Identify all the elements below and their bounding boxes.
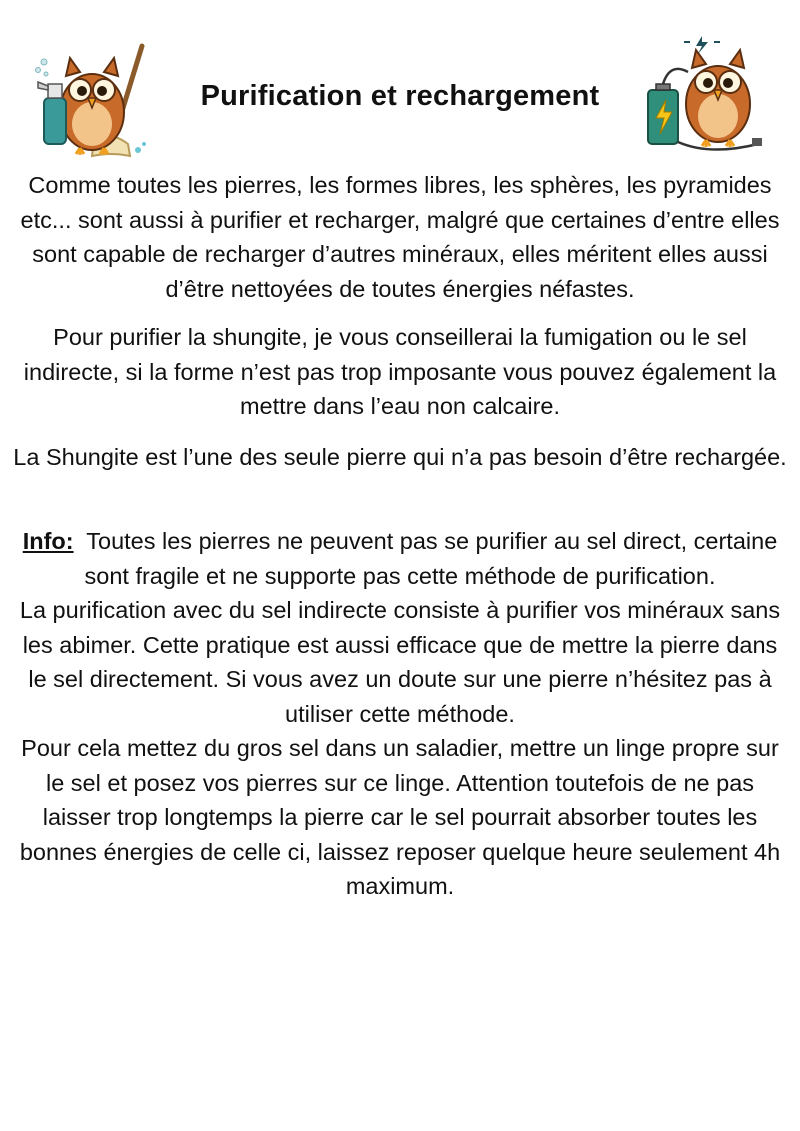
page-title: Purification et rechargement bbox=[200, 80, 600, 112]
paragraph-indirect-salt: La purification avec du sel indirecte consiste à purifier vos minéraux sans les abimer. Cette pratique est aussi efficace que de mettre la pierre dans le sel directement. Si vous avez un doute sur une pierre n’hésitez pas à utiliser cette méthode. bbox=[19, 597, 781, 727]
page-header bbox=[0, 40, 800, 160]
info-label: Info: bbox=[22, 528, 74, 554]
paragraph-intro: Comme toutes les pierres, les formes libres, les sphères, les pyramides etc... sont aussi à purifier et recharger, malgré que certaines d’entre elles sont capable de recharger d’autres minéraux, elles méritent elles aussi d’être nettoyées de toutes énergies néfastes. bbox=[20, 172, 780, 302]
page-content bbox=[12, 168, 788, 904]
paragraph-purification-method: Pour purifier la shungite, je vous conseillerai la fumigation ou le sel indirecte, si la forme n’est pas trop imposante vous pouvez également la mettre dans l’eau non calcaire. bbox=[23, 324, 777, 419]
info-note bbox=[12, 524, 788, 593]
owl-charging-icon bbox=[640, 32, 768, 160]
paragraph-instructions: Pour cela mettez du gros sel dans un saladier, mettre un linge propre sur le sel et posez vos pierres sur ce linge. Attention toutefois de ne pas laisser trop longtemps la pierre car le sel pourrait absorber toutes les bonnes énergies de celle ci, laissez reposer quelque heure seulement 4h maximum. bbox=[19, 735, 781, 899]
info-text: Toutes les pierres ne peuvent pas se purifier au sel direct, certaine sont fragile et ne supporte pas cette méthode de purification. bbox=[84, 528, 778, 589]
paragraph-recharge-note: La Shungite est l’une des seule pierre qui n’a pas besoin d’être rechargée. bbox=[13, 443, 787, 470]
owl-cleaning-icon bbox=[30, 40, 158, 160]
